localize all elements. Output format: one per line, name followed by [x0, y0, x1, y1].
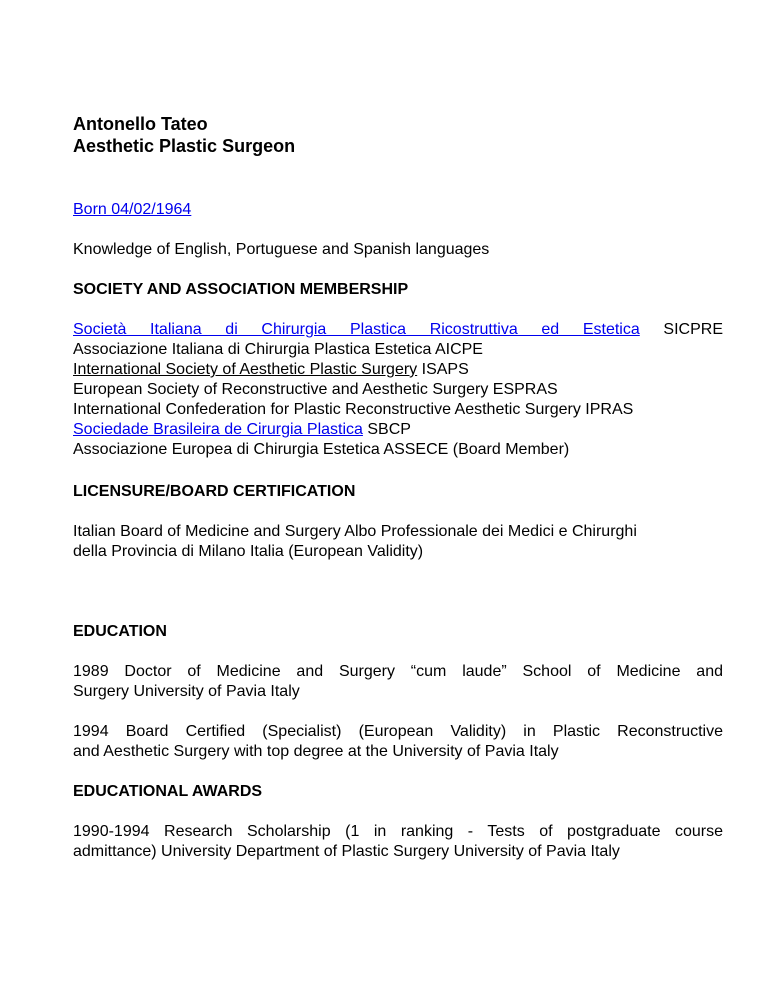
membership-item-isaps — [73, 360, 723, 380]
awards-line-2: admittance) University Department of Plastic Surgery University of Pavia Italy — [73, 843, 620, 860]
education-heading: EDUCATION — [73, 623, 167, 640]
sbcp-abbr: SBCP — [362, 421, 411, 438]
membership-item-sicpre — [73, 320, 723, 340]
birth-date-link[interactable]: Born 04/02/1964 — [73, 201, 192, 218]
membership-item-aicpe: Associazione Italiana di Chirurgia Plastica Estetica AICPE — [73, 341, 483, 358]
sicpre-link[interactable]: Società Italiana di Chirurgia Plastica Ricostruttiva ed Estetica — [73, 321, 640, 338]
sbcp-link[interactable]: Sociedade Brasileira de Cirurgia Plastica — [73, 421, 363, 438]
languages-text: Knowledge of English, Portuguese and Spanish languages — [73, 241, 490, 258]
licensure-line-2: della Provincia di Milano Italia (European Validity) — [73, 543, 424, 560]
awards-line-1: 1990-1994 Research Scholarship (1 in ranking - Tests of postgraduate course — [73, 823, 723, 840]
education-entry-1-line-2: Surgery University of Pavia Italy — [73, 683, 300, 700]
doctor-name: Antonello Tateo — [73, 114, 208, 134]
isaps-abbr: ISAPS — [417, 361, 469, 378]
education-entry-2 — [73, 722, 723, 762]
education-entry-2-line-1: 1994 Board Certified (Specialist) (European Validity) in Plastic Reconstructive — [73, 723, 723, 740]
birth-date[interactable] — [73, 200, 723, 220]
header — [73, 113, 723, 157]
awards-entry — [73, 822, 723, 862]
sicpre-abbr: SICPRE — [639, 321, 724, 338]
licensure-text — [73, 522, 723, 562]
awards-heading: EDUCATIONAL AWARDS — [73, 783, 263, 800]
membership-item-sbcp — [73, 420, 723, 440]
licensure-heading: LICENSURE/BOARD CERTIFICATION — [73, 483, 356, 500]
membership-item-ipras: International Confederation for Plastic Reconstructive Aesthetic Surgery IPRAS — [73, 401, 634, 418]
doctor-role: Aesthetic Plastic Surgeon — [73, 136, 296, 156]
isaps-link[interactable]: International Society of Aesthetic Plastic Surgery — [73, 361, 418, 378]
membership-heading: SOCIETY AND ASSOCIATION MEMBERSHIP — [73, 281, 409, 298]
licensure-line-1: Italian Board of Medicine and Surgery Albo Professionale dei Medici e Chirurghi — [73, 523, 637, 540]
membership-item-espras: European Society of Reconstructive and Aesthetic Surgery ESPRAS — [73, 381, 558, 398]
membership-list — [73, 320, 723, 460]
education-entry-1 — [73, 662, 723, 702]
membership-item-assece: Associazione Europea di Chirurgia Estetica ASSECE (Board Member) — [73, 441, 570, 458]
education-entry-1-line-1: 1989 Doctor of Medicine and Surgery “cum laude” School of Medicine and — [73, 663, 723, 680]
education-entry-2-line-2: and Aesthetic Surgery with top degree at the University of Pavia Italy — [73, 743, 559, 760]
